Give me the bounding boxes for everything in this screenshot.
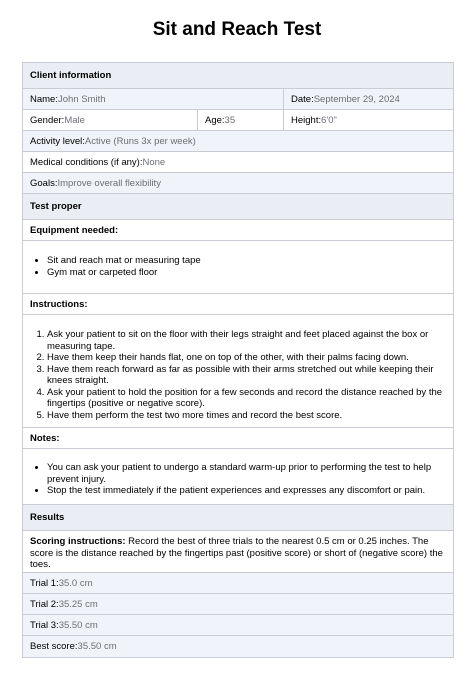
name-field[interactable] [23, 89, 283, 109]
medical-field[interactable] [23, 152, 165, 172]
section-client-information: Client information [23, 63, 453, 89]
instructions-list [33, 329, 443, 421]
notes-list-block [23, 449, 453, 505]
list-item: 3. Have them reach forward as far as possible with their arms stretched out while keeping their knees straight. [47, 364, 443, 387]
list-item: 4. Ask your patient to hold the position for a few seconds and record the distance reached by the fingertips (positive or negative score). [47, 387, 443, 410]
age-field[interactable] [197, 110, 283, 130]
medical-row [23, 152, 453, 173]
instructions-list-block [23, 315, 453, 428]
best-score-label: Best score: [30, 641, 78, 652]
section-results: Results [23, 505, 453, 531]
list-item: 5. Have them perform the test two more times and record the best score. [47, 410, 443, 422]
medical-value: None [142, 156, 166, 168]
name-date-row [23, 89, 453, 110]
height-field[interactable] [283, 110, 453, 130]
notes-list [33, 462, 443, 497]
gender-age-height-row [23, 110, 453, 131]
equipment-list [33, 255, 443, 278]
goals-label: Goals: [30, 177, 58, 189]
activity-label: Activity level: [30, 135, 85, 147]
trial-2-field[interactable] [23, 594, 98, 614]
trial-1-label: Trial 1: [30, 577, 59, 589]
goals-value: Improve overall flexibility [57, 177, 161, 189]
trial-2-row [23, 594, 453, 615]
gender-value: Male [64, 114, 85, 126]
list-item: • Stop the test immediately if the patient experiences and expresses any discomfort or pain. [47, 485, 443, 497]
date-value: September 29, 2024 [313, 93, 400, 105]
notes-heading: Notes: [23, 428, 453, 449]
scoring-label: Scoring instructions: [30, 536, 126, 547]
age-value: 35 [224, 114, 236, 126]
trial-3-field[interactable] [23, 615, 98, 635]
scoring-instructions [23, 531, 453, 573]
medical-label: Medical conditions (if any): [30, 156, 143, 168]
trial-3-value: 35.50 cm [58, 619, 98, 631]
trial-1-value: 35.0 cm [58, 577, 93, 589]
name-value: John Smith [57, 93, 106, 105]
activity-value: Active (Runs 3x per week) [84, 135, 196, 147]
activity-row [23, 131, 453, 152]
date-label: Date: [291, 93, 314, 105]
equipment-list-block [23, 241, 453, 294]
height-label: Height: [291, 114, 322, 126]
height-value: 6'0" [321, 114, 337, 126]
date-field[interactable] [283, 89, 453, 109]
age-label: Age: [205, 114, 225, 126]
scoring-text: Record the best of three trials to the nearest 0.5 cm or 0.25 inches. The score is the distance reached by the fingertips past (positive score) or short of (negative score) the toes. [30, 536, 443, 570]
best-score-field[interactable] [23, 636, 117, 657]
goals-row [23, 173, 453, 194]
goals-field[interactable] [23, 173, 161, 193]
list-item: • Sit and reach mat or measuring tape [47, 255, 443, 267]
list-item: • You can ask your patient to undergo a standard warm-up prior to performing the test to help prevent injury. [47, 462, 443, 485]
list-item: • Gym mat or carpeted floor [47, 267, 443, 279]
equipment-heading: Equipment needed: [23, 220, 453, 241]
gender-field[interactable] [23, 110, 197, 130]
trial-2-label: Trial 2: [30, 598, 59, 610]
list-item: 2. Have them keep their hands flat, one on top of the other, with their palms facing down. [47, 352, 443, 364]
best-score-value: 35.50 cm [77, 641, 117, 652]
section-test-proper: Test proper [23, 194, 453, 220]
trial-3-row [23, 615, 453, 636]
instructions-heading: Instructions: [23, 294, 453, 315]
best-score-row [23, 636, 453, 657]
trial-2-value: 35.25 cm [58, 598, 98, 610]
page-title: Sit and Reach Test [152, 19, 322, 40]
gender-label: Gender: [30, 114, 65, 126]
name-label: Name: [30, 93, 58, 105]
activity-field[interactable] [23, 131, 196, 151]
list-item: 1. Ask your patient to sit on the floor with their legs straight and feet placed against the box or measuring tape. [47, 329, 443, 352]
trial-3-label: Trial 3: [30, 619, 59, 631]
assessment-form [22, 62, 454, 658]
trial-1-field[interactable] [23, 573, 92, 593]
trial-1-row [23, 573, 453, 594]
